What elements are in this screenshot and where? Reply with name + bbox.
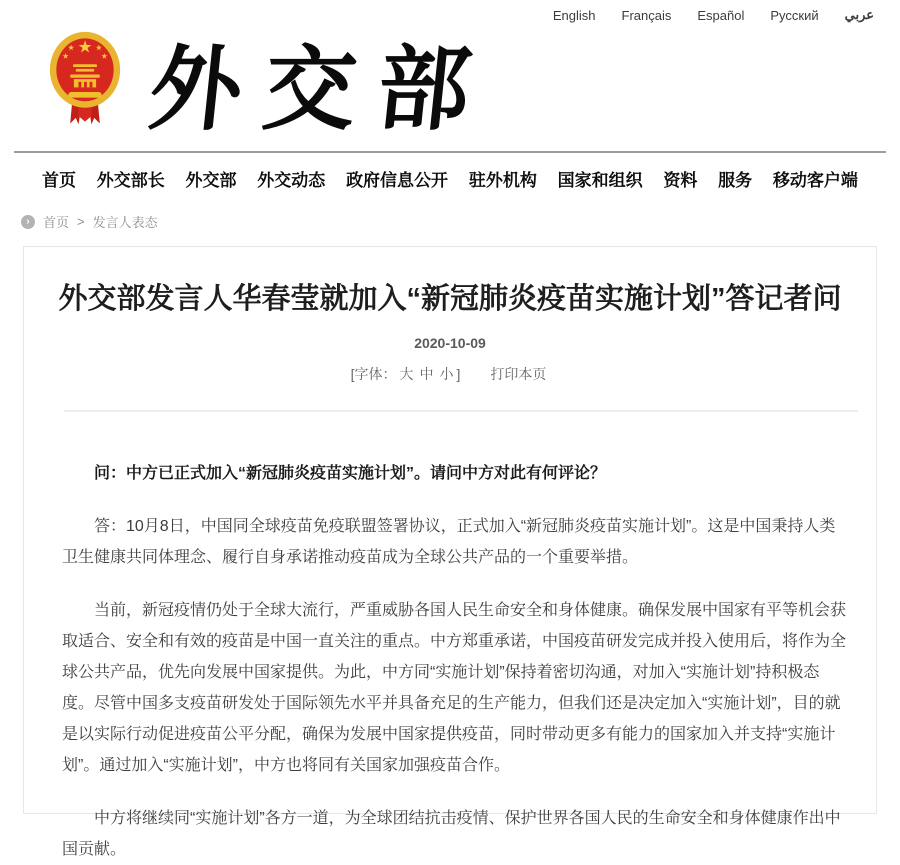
article-date: 2020-10-09: [414, 335, 486, 351]
language-link[interactable]: Français: [621, 7, 672, 23]
site-name-text: 外交部: [144, 34, 498, 143]
svg-text:★: ★: [62, 52, 69, 60]
article-toolbar: [24, 364, 876, 384]
article-body: [24, 412, 876, 865]
nav-item[interactable]: 政府信息公开: [346, 171, 449, 190]
article-paragraph: 问：中方已正式加入“新冠肺炎疫苗实施计划”。请问中方对此有何评论？: [94, 465, 607, 482]
language-link[interactable]: Español: [697, 7, 745, 23]
article-paragraph: 中方将继续同“实施计划”各方一道，为全球团结抗击疫情、保护世界各国人民的生命安全和身体健康作出中国贡献。: [62, 810, 841, 858]
nav-item[interactable]: 服务: [718, 171, 753, 190]
font-size-prefix: [字体：: [350, 366, 397, 382]
svg-text:★: ★: [95, 44, 103, 52]
language-link[interactable]: English: [552, 7, 596, 23]
nav-item[interactable]: 驻外机构: [468, 171, 537, 190]
svg-text:★: ★: [67, 44, 75, 52]
font-size-medium-button[interactable]: 中: [419, 366, 434, 382]
nav-item[interactable]: 外交部长: [96, 171, 165, 190]
nav-item[interactable]: 外交动态: [257, 171, 326, 190]
nav-item[interactable]: 移动客户端: [772, 171, 858, 190]
breadcrumb-current-link[interactable]: 发言人表态: [92, 215, 158, 230]
print-page-button[interactable]: 打印本页: [490, 366, 547, 382]
nav-item[interactable]: 资料: [663, 171, 698, 190]
language-link[interactable]: Русский: [770, 7, 819, 23]
site-header: [0, 23, 900, 145]
language-link[interactable]: عربي: [844, 7, 874, 22]
page-title: 外交部发言人华春莹就加入“新冠肺炎疫苗实施计划”答记者问: [58, 283, 842, 315]
font-size-large-button[interactable]: 大: [399, 366, 414, 382]
nav-item[interactable]: 外交部: [185, 171, 237, 190]
nav-item[interactable]: 首页: [42, 171, 76, 190]
breadcrumb: [0, 200, 900, 231]
breadcrumb-home-link[interactable]: 首页: [43, 215, 70, 230]
language-bar: [0, 0, 900, 23]
breadcrumb-arrow-icon: ›: [21, 215, 35, 229]
article-paragraph: 当前，新冠疫情仍处于全球大流行，严重威胁各国人民生命安全和身体健康。确保发展中国家有平等机会获取适合、安全和有效的疫苗是中国一直关注的重点。中方郑重承诺，中国疫苗研发完成并投入使用后，将作为全球公共产品，优先向发展中国家提供。为此，中方同“实施计划”保持着密切沟通，对加入“实施计划”持积极态度。尽管中国多支疫苗研发处于国际领先水平并具备充足的生产能力，但我们还是决定加入“实施计划”，目的就是以实际行动促进疫苗公平分配，确保为发展中国家提供疫苗，同时带动更多有能力的国家加入并支持“实施计划”。通过加入“实施计划”，中方也将同有关国家加强疫苗合作。: [62, 602, 847, 774]
national-emblem-logo[interactable]: [48, 31, 122, 129]
breadcrumb-separator: >: [77, 214, 85, 229]
mfa-calligraphy-title[interactable]: [144, 33, 498, 145]
article-paragraph: 答：10月8日，中国同全球疫苗免疫联盟签署协议，正式加入“新冠肺炎疫苗实施计划”。这是中国秉持人类卫生健康共同体理念、履行自身承诺推动疫苗成为全球公共产品的一个重要举措。: [62, 518, 836, 566]
font-size-small-button[interactable]: 小: [439, 366, 454, 382]
svg-text:★: ★: [101, 52, 108, 60]
svg-text:★: ★: [78, 38, 92, 55]
font-size-suffix: ]: [456, 366, 461, 382]
article-container: [23, 246, 877, 858]
nav-item[interactable]: 国家和组织: [557, 171, 643, 190]
main-nav: [14, 151, 886, 200]
